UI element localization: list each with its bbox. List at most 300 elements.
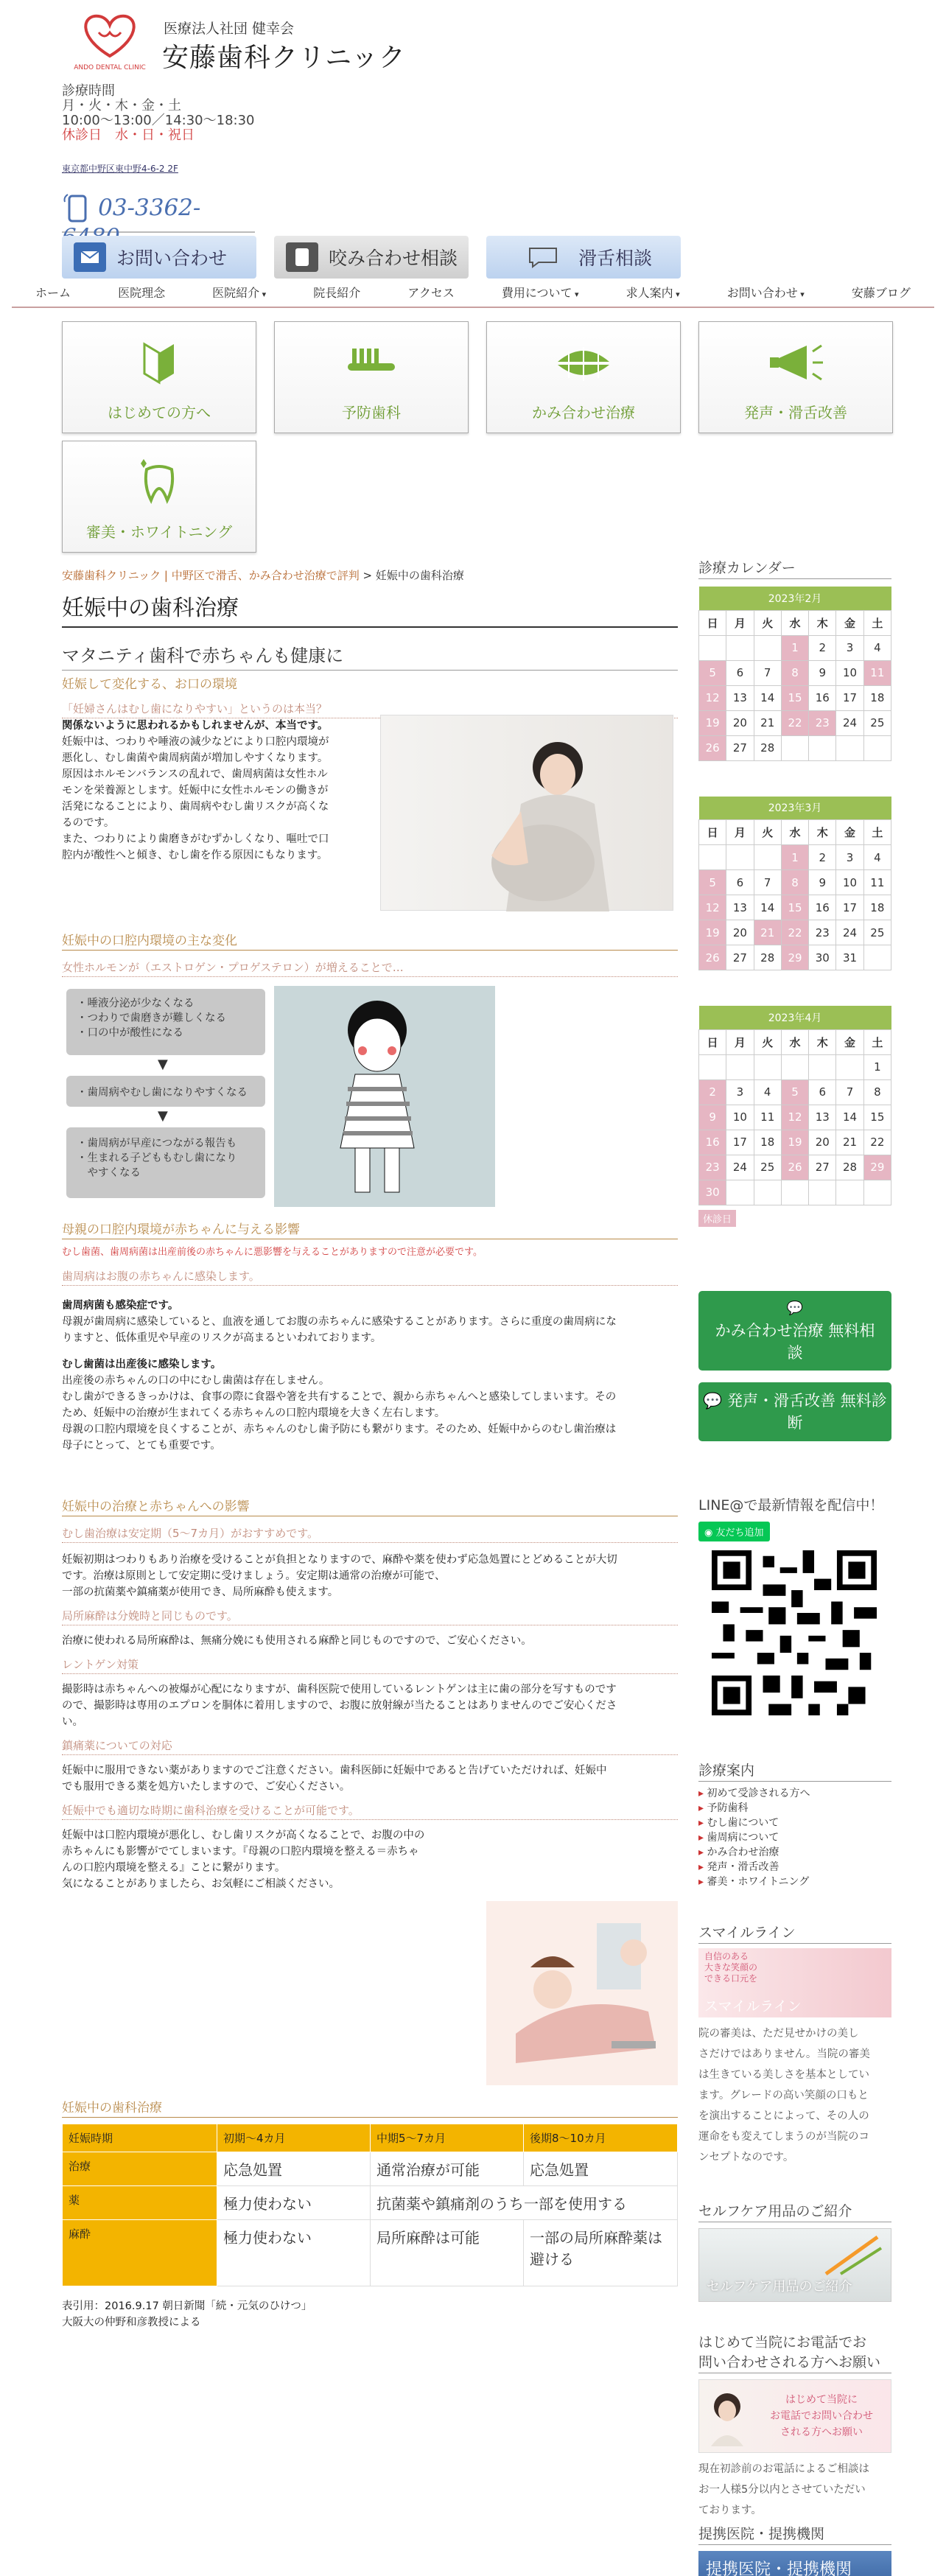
- calendar-weekday: 水: [781, 820, 808, 845]
- megaphone-icon: [763, 337, 829, 388]
- section-heading: 妊娠中の歯科治療: [62, 2097, 678, 2118]
- calendar-day: 6: [726, 660, 754, 685]
- table-row: [63, 2186, 678, 2220]
- calendar-day: [754, 635, 781, 660]
- self-care-heading: セルフケア用品のご紹介: [698, 2200, 891, 2222]
- calendar-week: [699, 685, 891, 710]
- contact-button-label: お問い合わせ: [116, 248, 228, 269]
- section1-lead: 関係ないように思われるかもしれませんが、本当です。: [62, 720, 329, 732]
- calendar-day: 16: [809, 685, 836, 710]
- smile-text-line: ンセプトなのです。: [698, 2152, 794, 2163]
- calendar-week: [699, 1130, 891, 1155]
- calendar-day: 23: [809, 920, 836, 945]
- calendar-day: 10: [836, 870, 863, 895]
- warning-text: むし歯菌、歯周病菌は出産前後の赤ちゃんに悪影響を与えることがありますので注意が必要です。: [62, 1247, 483, 1258]
- clinic-name: 安藤歯科クリニック: [162, 43, 406, 73]
- hours-label: 診療時間: [62, 83, 115, 99]
- calendar-weekday: 金: [836, 610, 863, 635]
- nav-contact[interactable]: お問い合わせ ▾: [727, 284, 805, 301]
- calendar-week: [699, 735, 891, 760]
- calendar-day: 3: [726, 1079, 754, 1105]
- change-item: ・歯周病やむし歯になりやすくなる: [77, 1087, 248, 1099]
- smile-text-line: 運命をも変えてしまうのが当院のコ: [698, 2131, 869, 2143]
- treatment-table: [62, 2124, 678, 2286]
- calendar-day: 26: [781, 1155, 808, 1180]
- calendar-day: [863, 945, 891, 970]
- calendar-day: 22: [863, 1130, 891, 1155]
- smile-text-line: 院の審美は、ただ見せかけの美し: [698, 2028, 859, 2040]
- phone-number-text: 03-3362-: [98, 195, 201, 221]
- table-row: [63, 2152, 678, 2186]
- calendar-day: 2: [809, 635, 836, 660]
- first-call-section: [698, 2331, 891, 2521]
- main-content: [62, 589, 678, 718]
- calendar-day: 1: [781, 635, 808, 660]
- table-citation-author: 大阪大の仲野和彦教授による: [62, 2317, 201, 2328]
- change-box: [66, 1076, 265, 1107]
- calendar-day: [781, 1180, 808, 1205]
- receptionist-photo: [705, 2387, 749, 2446]
- line-add-friend-button[interactable]: [698, 1522, 770, 1541]
- speech-free-diagnosis-button[interactable]: [698, 1382, 891, 1441]
- calendar-weekday: 金: [836, 820, 863, 845]
- paragraph-line: 妊娠初期はつわりもあり治療を受けることが負担となりますので、麻酔や薬を使わず応急処置にとどめることが大切: [62, 1554, 617, 1566]
- bite-consult-button[interactable]: [274, 236, 469, 279]
- table-cell: 一部の局所麻酔薬は避ける: [524, 2220, 678, 2286]
- paragraph-line: りますと、低体重児や早産のリスクが高まるといわれております。: [62, 1332, 382, 1344]
- paragraph-line: い。: [62, 1716, 83, 1728]
- service-menu-item[interactable]: ▸ 発声・滑舌改善: [698, 1860, 891, 1875]
- chat-icon: 💬: [786, 1301, 804, 1316]
- calendar-day: 22: [781, 710, 808, 735]
- table-cell: 通常治療が可能: [371, 2152, 524, 2186]
- calendar-day: 21: [836, 1130, 863, 1155]
- calendar-weekday: 火: [754, 1029, 781, 1054]
- heart-logo-icon: [62, 10, 158, 74]
- partner-banner[interactable]: [698, 2551, 891, 2576]
- section1-line: 悪化し、むし歯菌や歯周病菌が増加しやすくなります。: [62, 752, 329, 764]
- calendar-weekday: 金: [836, 1029, 863, 1054]
- change-item: ・口の中が酸性になる: [77, 1027, 183, 1039]
- table-header: 妊娠時期: [63, 2124, 217, 2152]
- speech-bubble-icon: [527, 242, 559, 272]
- paragraph-line: 出産後の赤ちゃんの口の中にむし歯菌は存在しません。: [62, 1375, 330, 1387]
- qr-code-icon[interactable]: [712, 1550, 877, 1715]
- paragraph-line: 妊娠中に服用できない薬がありますのでご注意ください。歯科医師に妊娠中であると告げていただければ、妊娠中: [62, 1765, 607, 1777]
- calendar-week: [699, 1054, 891, 1079]
- first-call-banner[interactable]: [698, 2379, 891, 2453]
- calendar-day: 10: [836, 660, 863, 685]
- phone-number[interactable]: [62, 192, 255, 233]
- calendar-day: 8: [781, 660, 808, 685]
- calendar-day: 19: [781, 1130, 808, 1155]
- section1-text: [62, 718, 357, 864]
- banner-caption-line: はじめて当院に: [785, 2394, 858, 2406]
- closed-day-legend: 休診日: [698, 1210, 736, 1227]
- section1-line: モンを栄養源とします。妊娠中に女性ホルモンの働きが: [62, 785, 329, 797]
- calendar-day: 12: [699, 685, 726, 710]
- calendar-day: 17: [836, 895, 863, 920]
- table-cell: 抗菌薬や鎮痛剤のうち一部を使用する: [371, 2186, 678, 2220]
- table-row-header: 治療: [63, 2152, 217, 2186]
- tile-label: 発声・滑舌改善: [744, 404, 847, 421]
- sparkle-tooth-icon: [133, 456, 185, 508]
- calendar-day: 27: [726, 735, 754, 760]
- table-row: [63, 2220, 678, 2286]
- calendar-day: [836, 1054, 863, 1079]
- pregnant-woman-photo: [380, 715, 673, 911]
- calendar-week: [699, 870, 891, 895]
- calendar-day: 18: [863, 895, 891, 920]
- paragraph-line: 一部の抗菌薬や鎮痛薬が使用でき、局所麻酔も使えます。: [62, 1586, 339, 1598]
- calendar-day: 28: [754, 945, 781, 970]
- calendar-day: 1: [781, 845, 808, 870]
- tile-speech[interactable]: [698, 321, 893, 433]
- partner-heading: 提携医院・提携機関: [698, 2523, 891, 2545]
- service-menu-item[interactable]: ▸ 審美・ホワイトニング: [698, 1875, 891, 1889]
- calendar-week: [699, 1180, 891, 1205]
- calendar-day: [726, 635, 754, 660]
- section1-line: 腔内が酸性へと傾き、むし歯を作る原因にもなります。: [62, 850, 328, 861]
- calendar-day: [699, 635, 726, 660]
- table-header: 中期5〜7カ月: [371, 2124, 524, 2152]
- paragraph-line: でも服用できる薬を処方いたしますので、ご安心ください。: [62, 1781, 351, 1793]
- calendar-day: 8: [781, 870, 808, 895]
- service-menu-item[interactable]: ▸ 歯周病について: [698, 1830, 891, 1845]
- beginner-mark-icon: [133, 337, 185, 388]
- paragraph-line: むし歯ができるきっかけは、食事の際に食器や箸を共有することで、親から赤ちゃんへと感染してしまいます。その: [62, 1391, 617, 1403]
- section1-line: 活発になることにより、歯周病やむし歯リスクが高くな: [62, 801, 329, 813]
- calendar-day: [699, 845, 726, 870]
- breadcrumb-home-link[interactable]: 安藤歯科クリニック | 中野区で滑舌、かみ合わせ治療で評判: [62, 569, 360, 582]
- calendar-day: [754, 1180, 781, 1205]
- calendar-day: 5: [699, 870, 726, 895]
- calendar-day: [726, 845, 754, 870]
- calendar-day: 2: [699, 1079, 726, 1105]
- calendar-day: 3: [836, 635, 863, 660]
- calendar-day: 6: [726, 870, 754, 895]
- heading-line: はじめて当院にお電話でお: [698, 2334, 867, 2351]
- calendar-day: 14: [754, 895, 781, 920]
- calendar-day: 29: [781, 945, 808, 970]
- calendar-week: [699, 710, 891, 735]
- oral-change-diagram: [62, 986, 494, 1207]
- calendar-day: 9: [809, 870, 836, 895]
- calendar-day: [781, 1054, 808, 1079]
- calendar-day: 5: [699, 660, 726, 685]
- calendar-day: 24: [836, 710, 863, 735]
- bite-consult-label: 咬み合わせ相談: [329, 248, 458, 269]
- calendar-day: [863, 735, 891, 760]
- calendar-heading: 診療カレンダー: [698, 557, 891, 579]
- button-label: 断: [787, 1414, 803, 1432]
- table-header: 後期8〜10カ月: [524, 2124, 678, 2152]
- calendar-day: 9: [809, 660, 836, 685]
- section-question: 妊娠中でも適切な時期に歯科治療を受けることが可能です。: [62, 1802, 678, 1820]
- calendar-day: [809, 1180, 836, 1205]
- calendar-weekday: 日: [699, 1029, 726, 1054]
- calendar-day: 19: [699, 920, 726, 945]
- section-question: むし歯治療は安定期（5〜7カ月）がおすすめです。: [62, 1525, 678, 1543]
- service-menu: [698, 1760, 891, 1889]
- calendar-day: 21: [754, 710, 781, 735]
- calendar-day: 13: [726, 895, 754, 920]
- tile-whitening[interactable]: [62, 441, 256, 553]
- calendar-day: 11: [863, 870, 891, 895]
- nav-access[interactable]: アクセス: [407, 285, 455, 300]
- calendar-weekday: 土: [863, 820, 891, 845]
- teeth-icon: [550, 337, 617, 388]
- tile-prevention[interactable]: [274, 321, 469, 433]
- nav-home[interactable]: ホーム: [35, 285, 71, 300]
- calendar-day: 29: [863, 1155, 891, 1180]
- line-section: [698, 1494, 891, 1715]
- sidebar: [698, 557, 891, 1227]
- speech-consult-button[interactable]: [486, 236, 681, 279]
- calendar-day: [836, 735, 863, 760]
- table-cell: 応急処置: [524, 2152, 678, 2186]
- calendar-day: [726, 1180, 754, 1205]
- calendar-month: [698, 797, 891, 971]
- calendar-day: 25: [754, 1155, 781, 1180]
- calendar-day: 21: [754, 920, 781, 945]
- page-title: 妊娠中の歯科治療: [62, 589, 678, 628]
- paragraph-line: 赤ちゃんにも影響がでてしまいます。『母親の口腔内環境を整える＝赤ちゃ: [62, 1846, 419, 1858]
- table-cell: 極力使わない: [217, 2220, 371, 2286]
- calendar-day: [699, 1054, 726, 1079]
- calendar-day: [836, 1180, 863, 1205]
- section-heading: 妊娠して変化する、お口の環境: [62, 677, 237, 692]
- calendar-day: 7: [754, 660, 781, 685]
- calendar-day: [754, 1054, 781, 1079]
- line-heading: LINE@で最新情報を配信中！: [698, 1497, 884, 1513]
- calendar-day: 23: [809, 710, 836, 735]
- paragraph-line: ため、妊娠中の治療が生まれてくる赤ちゃんの口腔内環境を大きく左右します。: [62, 1407, 446, 1419]
- calendar-week: [699, 660, 891, 685]
- calendar-month: [698, 1006, 891, 1205]
- smile-line-banner[interactable]: [698, 1948, 891, 2017]
- section-question: 歯周病はお腹の赤ちゃんに感染します。: [62, 1268, 678, 1286]
- calendar-day: 24: [836, 920, 863, 945]
- calendar-week: [699, 895, 891, 920]
- section-heading: 妊娠中の治療と赤ちゃんへの影響: [62, 1496, 678, 1516]
- change-item: やすくなる: [77, 1167, 141, 1179]
- calendar-day: 8: [863, 1079, 891, 1105]
- down-arrow-icon: ▼: [158, 1108, 168, 1124]
- subsection-lead: 歯周病菌も感染症です。: [62, 1300, 179, 1312]
- calendar-day: 15: [863, 1105, 891, 1130]
- calendar-day: 4: [754, 1079, 781, 1105]
- line-icon: ◉: [704, 1527, 716, 1539]
- tile-label: 審美・ホワイトニング: [85, 523, 233, 541]
- calendar-weekday: 土: [863, 1029, 891, 1054]
- contact-button[interactable]: [62, 236, 256, 279]
- tile-bite-treatment[interactable]: [486, 321, 681, 433]
- paragraph-line: です。治療は原則として安定期に受けましょう。安定期は通常の治療が可能で、: [62, 1570, 446, 1582]
- calendar-day: 6: [809, 1079, 836, 1105]
- nav-clinic-intro[interactable]: 医院紹介 ▾: [212, 284, 266, 301]
- calendar-day: 9: [699, 1105, 726, 1130]
- calendar-weekday: 木: [809, 1029, 836, 1054]
- calendar-day: 4: [863, 635, 891, 660]
- calendar-day: 5: [781, 1079, 808, 1105]
- service-menu-item[interactable]: ▸ 初めて受診される方へ: [698, 1786, 891, 1801]
- calendar-day: 30: [809, 945, 836, 970]
- mail-icon: [74, 242, 106, 272]
- section-question: レントゲン対策: [62, 1656, 678, 1674]
- calendar-day: 13: [726, 685, 754, 710]
- toothbrush-icon: [819, 2233, 885, 2278]
- section3: [62, 1219, 678, 1454]
- tile-label: かみ合わせ治療: [532, 404, 635, 421]
- calendar-weekday: 木: [809, 820, 836, 845]
- nav-philosophy[interactable]: 医院理念: [118, 285, 166, 300]
- down-arrow-icon: ▼: [158, 1057, 168, 1072]
- partner-section: [698, 2523, 891, 2576]
- clinic-logo[interactable]: [62, 10, 158, 74]
- table-citation: 表引用：2016.9.17 朝日新聞「続・元気のひけつ」: [62, 2300, 312, 2312]
- change-box: [66, 989, 265, 1055]
- calendar-day: 3: [836, 845, 863, 870]
- calendar-day: 4: [863, 845, 891, 870]
- section-question: 局所麻酔は分娩時と同じものです。: [62, 1608, 678, 1625]
- treatment-table-section: [62, 2097, 678, 2331]
- calendar-day: 28: [754, 735, 781, 760]
- table-row-header: 麻酔: [63, 2220, 217, 2286]
- nav-director[interactable]: 院長紹介: [313, 285, 361, 300]
- calendar-day: 1: [863, 1054, 891, 1079]
- tile-label: はじめての方へ: [108, 404, 211, 421]
- paragraph-line: ので、撮影時は専用のエプロンを胴体に着用しますので、お腹に放射線が当たることはありませんのでご安心くださ: [62, 1700, 617, 1712]
- smile-text-line: は生きている美しさを基本としてい: [698, 2069, 869, 2081]
- calendar-day: 31: [836, 945, 863, 970]
- calendar-day: 14: [836, 1105, 863, 1130]
- service-menu-list: [698, 1786, 891, 1889]
- banner-caption-line: できる口元を: [704, 1973, 758, 1984]
- section-heading: 妊娠中の口腔内環境の主な変化: [62, 930, 678, 951]
- banner-label: スマイルライン: [704, 1998, 802, 2015]
- first-call-text-line: 現在初診前のお電話によるご相談は: [698, 2463, 869, 2475]
- first-call-text-line: お一人様5分以内とさせていただい: [698, 2484, 866, 2496]
- nav-blog[interactable]: 安藤ブログ: [851, 285, 911, 300]
- smile-line-heading: スマイルライン: [698, 1922, 891, 1944]
- banner-caption: [770, 2392, 873, 2440]
- speech-consult-label: 滑舌相談: [578, 248, 652, 269]
- address-link[interactable]: 東京都中野区東中野4-6-2 2F: [62, 164, 178, 174]
- calendar-day: 27: [809, 1155, 836, 1180]
- paragraph-line: 母親が歯周病に感染していると、血液を通してお腹の赤ちゃんに感染することがあります。さらに重度の歯周病にな: [62, 1316, 617, 1328]
- section1-line: 妊娠中は、つわりや唾液の減少などにより口腔内環境が: [62, 736, 329, 748]
- calendar-day: 17: [836, 685, 863, 710]
- banner-caption-line: される方へお願い: [780, 2426, 863, 2438]
- calendar-weekday: 火: [754, 820, 781, 845]
- nav-recruit[interactable]: 求人案内 ▾: [626, 284, 680, 301]
- self-care-banner[interactable]: [698, 2228, 891, 2302]
- pregnant-illustration: [274, 986, 495, 1207]
- tile-first-visit[interactable]: [62, 321, 256, 433]
- service-menu-item[interactable]: ▸ かみ合わせ治療: [698, 1845, 891, 1860]
- calendar-day: [809, 735, 836, 760]
- smile-text-line: ます。グレードの高い笑顔の口もと: [698, 2090, 869, 2101]
- button-label-text: 発声・滑舌改善 無料診: [727, 1392, 887, 1410]
- table-cell: 極力使わない: [217, 2186, 371, 2220]
- table-row-header: 薬: [63, 2186, 217, 2220]
- self-care-label: セルフケア用品のご紹介: [707, 2279, 852, 2295]
- calendar-day: 20: [726, 920, 754, 945]
- calendar-week: [699, 920, 891, 945]
- tooth-chat-icon: [286, 242, 318, 272]
- self-care-section: [698, 2200, 891, 2302]
- calendar-week: [699, 845, 891, 870]
- hours-days: 月・火・木・金・土: [62, 98, 181, 113]
- paragraph-line: 気になることがありましたら、お気軽にご相談ください。: [62, 1878, 340, 1890]
- calendar-day: 18: [754, 1130, 781, 1155]
- change-item: ・つわりで歯磨きが難しくなる: [77, 1012, 226, 1024]
- service-menu-item[interactable]: ▸ 予防歯科: [698, 1801, 891, 1816]
- calendar-day: 2: [809, 845, 836, 870]
- change-box: [66, 1127, 265, 1198]
- calendar-day: 20: [809, 1130, 836, 1155]
- nav-fees[interactable]: 費用について ▾: [502, 284, 579, 301]
- sidebar-cta: [698, 1291, 891, 1441]
- calendar-weekday: 火: [754, 610, 781, 635]
- calendar-day: 28: [836, 1155, 863, 1180]
- calendar-day: 13: [809, 1105, 836, 1130]
- toothbrush-icon: [342, 337, 401, 388]
- calendar-day: 20: [726, 710, 754, 735]
- calendar-day: 27: [726, 945, 754, 970]
- breadcrumb: [62, 567, 464, 583]
- calendar-week: [699, 1155, 891, 1180]
- calendar-day: 12: [699, 895, 726, 920]
- button-label: かみ合わせ治療 無料相: [715, 1322, 875, 1340]
- calendar-weekday: 木: [809, 610, 836, 635]
- paragraph-line: 母子にとって、とても重要です。: [62, 1440, 221, 1452]
- phone-icon: [62, 192, 94, 224]
- global-nav: [12, 277, 934, 308]
- calendar-weekday: 日: [699, 610, 726, 635]
- paragraph-line: 撮影時は赤ちゃんへの被爆が心配になりますが、歯科医院で使用しているレントゲンは主に歯の部分を写すものです: [62, 1684, 617, 1695]
- calendar-week: [699, 1079, 891, 1105]
- paragraph-line: 妊娠中は口腔内環境が悪化し、むし歯リスクが高くなることで、お腹の中の: [62, 1830, 425, 1841]
- breadcrumb-separator: >: [359, 569, 376, 582]
- paragraph-line: んの口腔内環境を整える』ことに繋がります。: [62, 1862, 286, 1874]
- tile-label: 予防歯科: [342, 404, 401, 421]
- smile-text-line: を演出することによって、その人の: [698, 2110, 869, 2122]
- subsection-lead: むし歯菌は出産後に感染します。: [62, 1359, 222, 1371]
- clinic-hours: [62, 84, 255, 143]
- partner-banner-label: 提携医院・提携機関: [706, 2561, 852, 2576]
- first-call-heading: [698, 2331, 891, 2373]
- breadcrumb-current: 妊娠中の歯科治療: [375, 569, 464, 582]
- bite-free-consult-button[interactable]: [698, 1291, 891, 1371]
- calendar-day: [726, 1054, 754, 1079]
- table-cell: 応急処置: [217, 2152, 371, 2186]
- section-question: 鎮痛薬についての対応: [62, 1737, 678, 1755]
- table-header-row: [63, 2124, 678, 2152]
- calendar-week: [699, 1105, 891, 1130]
- calendar-caption: 2023年3月: [699, 797, 891, 820]
- calendar-day: 19: [699, 710, 726, 735]
- calendar-day: [809, 1054, 836, 1079]
- calendar-caption: 2023年4月: [699, 1006, 891, 1029]
- service-menu-item[interactable]: ▸ むし歯について: [698, 1816, 891, 1830]
- calendar-week: [699, 635, 891, 660]
- service-menu-heading: 診療案内: [698, 1760, 891, 1782]
- section1-line: 原因はホルモンバランスの乱れで、歯周病菌は女性ホル: [62, 769, 328, 780]
- page-subtitle: マタニティ歯科で赤ちゃんも健康に: [62, 641, 678, 671]
- button-label: 談: [787, 1344, 803, 1362]
